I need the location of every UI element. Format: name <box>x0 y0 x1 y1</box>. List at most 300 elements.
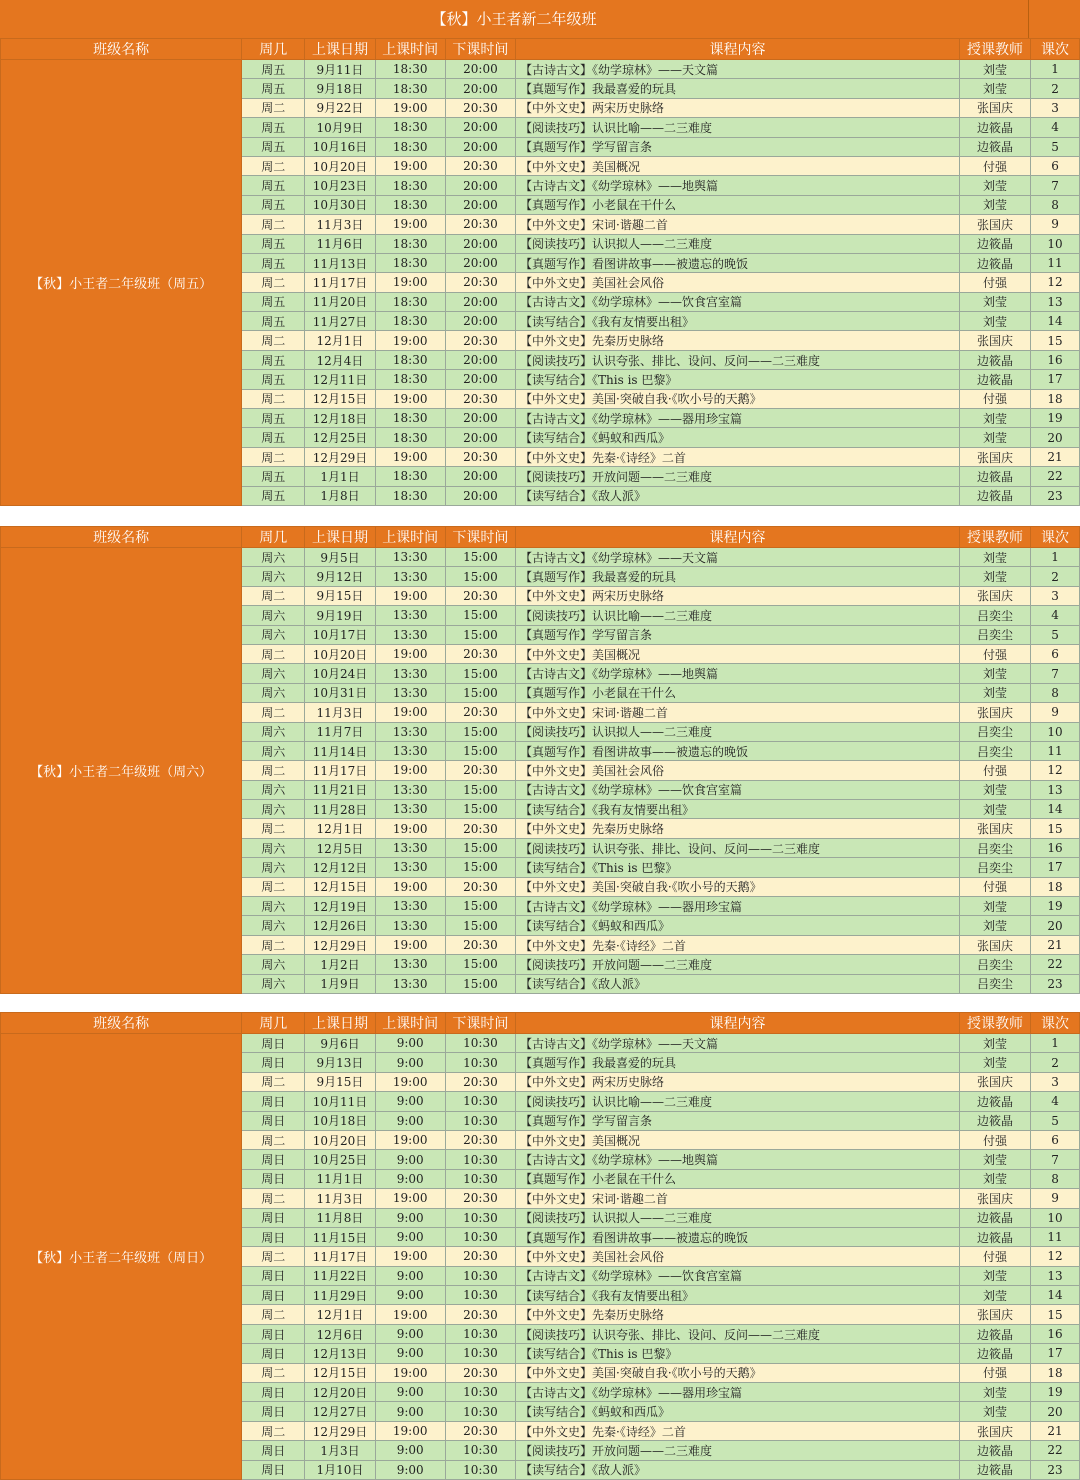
weekday-cell: 周二 <box>242 156 305 175</box>
date-cell: 10月16日 <box>305 137 375 156</box>
weekday-cell: 周五 <box>242 486 305 505</box>
date-cell: 10月20日 <box>305 1130 375 1149</box>
lesson-number-cell: 14 <box>1031 312 1080 331</box>
end-time-cell: 10:30 <box>445 1053 515 1072</box>
course-content-cell: 【古诗古文】《幼学琼林》——器用珍宝篇 <box>516 897 960 916</box>
date-cell: 12月1日 <box>305 819 375 838</box>
start-time-cell: 9:00 <box>375 1169 445 1188</box>
course-content-cell: 【阅读技巧】认识夸张、排比、设问、反问——二三难度 <box>516 350 960 369</box>
lesson-number-cell: 22 <box>1031 467 1080 486</box>
weekday-cell: 周六 <box>242 683 305 702</box>
start-time-cell: 18:30 <box>375 467 445 486</box>
header-start-time: 上课时间 <box>375 1013 445 1034</box>
end-time-cell: 20:30 <box>445 586 515 605</box>
lesson-number-cell: 10 <box>1031 1208 1080 1227</box>
start-time-cell: 9:00 <box>375 1092 445 1111</box>
end-time-cell: 10:30 <box>445 1111 515 1130</box>
start-time-cell: 13:30 <box>375 858 445 877</box>
start-time-cell: 18:30 <box>375 409 445 428</box>
end-time-cell: 20:00 <box>445 195 515 214</box>
teacher-cell: 刘莹 <box>959 1053 1030 1072</box>
teacher-cell: 边筱晶 <box>959 1441 1030 1460</box>
end-time-cell: 10:30 <box>445 1034 515 1053</box>
date-cell: 12月29日 <box>305 447 375 466</box>
end-time-cell: 20:30 <box>445 1189 515 1208</box>
teacher-cell: 张国庆 <box>959 331 1030 350</box>
teacher-cell: 吕奕尘 <box>959 858 1030 877</box>
teacher-cell: 刘莹 <box>959 683 1030 702</box>
lesson-number-cell: 8 <box>1031 683 1080 702</box>
date-cell: 11月21日 <box>305 780 375 799</box>
table-header-row <box>1 39 1080 60</box>
date-cell: 10月9日 <box>305 118 375 137</box>
lesson-number-cell: 16 <box>1031 1324 1080 1343</box>
weekday-cell: 周二 <box>242 273 305 292</box>
weekday-cell: 周二 <box>242 935 305 954</box>
date-cell: 11月1日 <box>305 1169 375 1188</box>
teacher-cell: 付强 <box>959 644 1030 663</box>
weekday-cell: 周二 <box>242 703 305 722</box>
date-cell: 1月9日 <box>305 974 375 993</box>
end-time-cell: 20:30 <box>445 761 515 780</box>
end-time-cell: 10:30 <box>445 1208 515 1227</box>
date-cell: 10月31日 <box>305 683 375 702</box>
end-time-cell: 20:30 <box>445 877 515 896</box>
date-cell: 12月1日 <box>305 1305 375 1324</box>
start-time-cell: 13:30 <box>375 567 445 586</box>
start-time-cell: 19:00 <box>375 156 445 175</box>
course-content-cell: 【读写结合】《蚂蚁和西瓜》 <box>516 428 960 447</box>
teacher-cell: 付强 <box>959 273 1030 292</box>
schedule-table <box>0 526 1080 994</box>
end-time-cell: 20:30 <box>445 1247 515 1266</box>
teacher-cell: 付强 <box>959 389 1030 408</box>
lesson-number-cell: 4 <box>1031 1092 1080 1111</box>
course-content-cell: 【阅读技巧】认识比喻——二三难度 <box>516 1092 960 1111</box>
course-content-cell: 【古诗古文】《幼学琼林》——天文篇 <box>516 60 960 79</box>
start-time-cell: 18:30 <box>375 370 445 389</box>
teacher-cell: 刘莹 <box>959 664 1030 683</box>
teacher-cell: 刘莹 <box>959 312 1030 331</box>
end-time-cell: 10:30 <box>445 1383 515 1402</box>
weekday-cell: 周六 <box>242 722 305 741</box>
lesson-number-cell: 16 <box>1031 350 1080 369</box>
teacher-cell: 刘莹 <box>959 1286 1030 1305</box>
end-time-cell: 10:30 <box>445 1227 515 1246</box>
start-time-cell: 13:30 <box>375 897 445 916</box>
lesson-number-cell: 20 <box>1031 1402 1080 1421</box>
end-time-cell: 15:00 <box>445 548 515 567</box>
date-cell: 10月30日 <box>305 195 375 214</box>
teacher-cell: 张国庆 <box>959 703 1030 722</box>
start-time-cell: 9:00 <box>375 1460 445 1479</box>
start-time-cell: 19:00 <box>375 447 445 466</box>
start-time-cell: 9:00 <box>375 1383 445 1402</box>
date-cell: 9月11日 <box>305 60 375 79</box>
teacher-cell: 边筱晶 <box>959 350 1030 369</box>
end-time-cell: 20:00 <box>445 234 515 253</box>
header-end-time: 下课时间 <box>445 527 515 548</box>
date-cell: 12月20日 <box>305 1383 375 1402</box>
course-content-cell: 【古诗古文】《幼学琼林》——地舆篇 <box>516 1150 960 1169</box>
course-content-cell: 【中外文史】先秦历史脉络 <box>516 331 960 350</box>
header-course-content: 课程内容 <box>516 1013 960 1034</box>
start-time-cell: 18:30 <box>375 176 445 195</box>
course-content-cell: 【读写结合】《我有友情要出租》 <box>516 1286 960 1305</box>
course-content-cell: 【真题写作】看图讲故事——被遗忘的晚饭 <box>516 741 960 760</box>
start-time-cell: 19:00 <box>375 703 445 722</box>
lesson-number-cell: 8 <box>1031 195 1080 214</box>
weekday-cell: 周六 <box>242 916 305 935</box>
end-time-cell: 10:30 <box>445 1150 515 1169</box>
weekday-cell: 周六 <box>242 567 305 586</box>
weekday-cell: 周五 <box>242 118 305 137</box>
start-time-cell: 9:00 <box>375 1111 445 1130</box>
course-content-cell: 【阅读技巧】认识拟人——二三难度 <box>516 722 960 741</box>
course-content-cell: 【读写结合】《我有友情要出租》 <box>516 312 960 331</box>
weekday-cell: 周五 <box>242 350 305 369</box>
teacher-cell: 边筱晶 <box>959 234 1030 253</box>
lesson-number-cell: 13 <box>1031 780 1080 799</box>
course-content-cell: 【中外文史】美国概况 <box>516 156 960 175</box>
end-time-cell: 15:00 <box>445 741 515 760</box>
date-cell: 11月3日 <box>305 215 375 234</box>
end-time-cell: 15:00 <box>445 606 515 625</box>
weekday-cell: 周二 <box>242 877 305 896</box>
start-time-cell: 18:30 <box>375 79 445 98</box>
start-time-cell: 19:00 <box>375 877 445 896</box>
lesson-number-cell: 1 <box>1031 60 1080 79</box>
course-content-cell: 【古诗古文】《幼学琼林》——地舆篇 <box>516 664 960 683</box>
date-cell: 1月8日 <box>305 486 375 505</box>
weekday-cell: 周二 <box>242 1305 305 1324</box>
end-time-cell: 20:30 <box>445 156 515 175</box>
weekday-cell: 周日 <box>242 1344 305 1363</box>
start-time-cell: 13:30 <box>375 955 445 974</box>
lesson-number-cell: 3 <box>1031 98 1080 117</box>
weekday-cell: 周日 <box>242 1227 305 1246</box>
teacher-cell: 刘莹 <box>959 409 1030 428</box>
start-time-cell: 9:00 <box>375 1227 445 1246</box>
date-cell: 12月19日 <box>305 897 375 916</box>
end-time-cell: 10:30 <box>445 1460 515 1479</box>
date-cell: 11月22日 <box>305 1266 375 1285</box>
course-content-cell: 【真题写作】我最喜爱的玩具 <box>516 567 960 586</box>
start-time-cell: 9:00 <box>375 1208 445 1227</box>
lesson-number-cell: 1 <box>1031 1034 1080 1053</box>
class-name-cell: 【秋】小王者二年级班（周日） <box>1 1034 242 1480</box>
date-cell: 9月15日 <box>305 1072 375 1091</box>
course-content-cell: 【阅读技巧】认识比喻——二三难度 <box>516 118 960 137</box>
course-content-cell: 【古诗古文】《幼学琼林》——天文篇 <box>516 1034 960 1053</box>
lesson-number-cell: 21 <box>1031 447 1080 466</box>
lesson-number-cell: 8 <box>1031 1169 1080 1188</box>
teacher-cell: 张国庆 <box>959 935 1030 954</box>
date-cell: 1月3日 <box>305 1441 375 1460</box>
teacher-cell: 刘莹 <box>959 428 1030 447</box>
end-time-cell: 20:30 <box>445 1363 515 1382</box>
end-time-cell: 15:00 <box>445 974 515 993</box>
start-time-cell: 9:00 <box>375 1324 445 1343</box>
lesson-number-cell: 11 <box>1031 741 1080 760</box>
start-time-cell: 19:00 <box>375 389 445 408</box>
date-cell: 11月17日 <box>305 761 375 780</box>
end-time-cell: 10:30 <box>445 1169 515 1188</box>
schedule-title-bar <box>0 0 1080 38</box>
teacher-cell: 刘莹 <box>959 195 1030 214</box>
date-cell: 9月12日 <box>305 567 375 586</box>
lesson-number-cell: 15 <box>1031 1305 1080 1324</box>
start-time-cell: 19:00 <box>375 1421 445 1440</box>
start-time-cell: 9:00 <box>375 1034 445 1053</box>
end-time-cell: 15:00 <box>445 683 515 702</box>
date-cell: 10月18日 <box>305 1111 375 1130</box>
header-lesson-number: 课次 <box>1031 39 1080 60</box>
date-cell: 12月26日 <box>305 916 375 935</box>
start-time-cell: 18:30 <box>375 428 445 447</box>
end-time-cell: 20:00 <box>445 292 515 311</box>
teacher-cell: 张国庆 <box>959 1305 1030 1324</box>
teacher-cell: 付强 <box>959 156 1030 175</box>
teacher-cell: 吕奕尘 <box>959 974 1030 993</box>
date-cell: 10月25日 <box>305 1150 375 1169</box>
lesson-number-cell: 12 <box>1031 1247 1080 1266</box>
course-content-cell: 【真题写作】学写留言条 <box>516 1111 960 1130</box>
date-cell: 12月29日 <box>305 1421 375 1440</box>
lesson-number-cell: 6 <box>1031 1130 1080 1149</box>
lesson-number-cell: 11 <box>1031 253 1080 272</box>
teacher-cell: 张国庆 <box>959 447 1030 466</box>
end-time-cell: 20:30 <box>445 1305 515 1324</box>
teacher-cell: 边筱晶 <box>959 486 1030 505</box>
start-time-cell: 19:00 <box>375 331 445 350</box>
header-course-content: 课程内容 <box>516 527 960 548</box>
date-cell: 11月27日 <box>305 312 375 331</box>
start-time-cell: 18:30 <box>375 118 445 137</box>
teacher-cell: 边筱晶 <box>959 1227 1030 1246</box>
course-content-cell: 【中外文史】美国概况 <box>516 1130 960 1149</box>
weekday-cell: 周五 <box>242 176 305 195</box>
course-content-cell: 【中外文史】美国社会风俗 <box>516 273 960 292</box>
end-time-cell: 10:30 <box>445 1441 515 1460</box>
weekday-cell: 周日 <box>242 1402 305 1421</box>
start-time-cell: 9:00 <box>375 1266 445 1285</box>
date-cell: 9月15日 <box>305 586 375 605</box>
weekday-cell: 周五 <box>242 195 305 214</box>
title-corner-cell <box>1028 0 1080 38</box>
end-time-cell: 20:30 <box>445 703 515 722</box>
weekday-cell: 周二 <box>242 1130 305 1149</box>
end-time-cell: 20:30 <box>445 1130 515 1149</box>
weekday-cell: 周六 <box>242 741 305 760</box>
start-time-cell: 19:00 <box>375 586 445 605</box>
course-content-cell: 【中外文史】美国·突破自我·《吹小号的天鹅》 <box>516 389 960 408</box>
lesson-number-cell: 18 <box>1031 1363 1080 1382</box>
date-cell: 11月3日 <box>305 1189 375 1208</box>
lesson-number-cell: 9 <box>1031 215 1080 234</box>
start-time-cell: 18:30 <box>375 312 445 331</box>
course-content-cell: 【中外文史】先秦历史脉络 <box>516 819 960 838</box>
lesson-number-cell: 2 <box>1031 1053 1080 1072</box>
weekday-cell: 周六 <box>242 897 305 916</box>
start-time-cell: 9:00 <box>375 1402 445 1421</box>
date-cell: 11月29日 <box>305 1286 375 1305</box>
start-time-cell: 9:00 <box>375 1286 445 1305</box>
weekday-cell: 周二 <box>242 389 305 408</box>
teacher-cell: 刘莹 <box>959 1266 1030 1285</box>
end-time-cell: 15:00 <box>445 897 515 916</box>
start-time-cell: 13:30 <box>375 683 445 702</box>
teacher-cell: 付强 <box>959 1363 1030 1382</box>
weekday-cell: 周日 <box>242 1286 305 1305</box>
weekday-cell: 周二 <box>242 761 305 780</box>
weekday-cell: 周日 <box>242 1208 305 1227</box>
weekday-cell: 周日 <box>242 1324 305 1343</box>
end-time-cell: 20:30 <box>445 819 515 838</box>
course-content-cell: 【读写结合】《蚂蚁和西瓜》 <box>516 1402 960 1421</box>
teacher-cell: 吕奕尘 <box>959 606 1030 625</box>
end-time-cell: 20:30 <box>445 1421 515 1440</box>
schedule-table <box>0 38 1080 506</box>
course-content-cell: 【中外文史】宋词·谐趣二首 <box>516 703 960 722</box>
teacher-cell: 刘莹 <box>959 897 1030 916</box>
schedule-table-saturday-section <box>0 526 1080 994</box>
weekday-cell: 周五 <box>242 60 305 79</box>
weekday-cell: 周日 <box>242 1150 305 1169</box>
course-content-cell: 【阅读技巧】认识拟人——二三难度 <box>516 1208 960 1227</box>
teacher-cell: 张国庆 <box>959 586 1030 605</box>
start-time-cell: 18:30 <box>375 253 445 272</box>
end-time-cell: 20:00 <box>445 467 515 486</box>
lesson-number-cell: 13 <box>1031 292 1080 311</box>
start-time-cell: 18:30 <box>375 350 445 369</box>
course-content-cell: 【古诗古文】《幼学琼林》——天文篇 <box>516 548 960 567</box>
weekday-cell: 周六 <box>242 858 305 877</box>
course-content-cell: 【读写结合】《敌人派》 <box>516 486 960 505</box>
start-time-cell: 19:00 <box>375 1305 445 1324</box>
course-content-cell: 【古诗古文】《幼学琼林》——地舆篇 <box>516 176 960 195</box>
course-content-cell: 【真题写作】学写留言条 <box>516 137 960 156</box>
weekday-cell: 周六 <box>242 548 305 567</box>
teacher-cell: 刘莹 <box>959 1034 1030 1053</box>
course-content-cell: 【阅读技巧】认识比喻——二三难度 <box>516 606 960 625</box>
lesson-number-cell: 16 <box>1031 838 1080 857</box>
course-content-cell: 【古诗古文】《幼学琼林》——器用珍宝篇 <box>516 409 960 428</box>
table-header-row <box>1 527 1080 548</box>
teacher-cell: 刘莹 <box>959 79 1030 98</box>
teacher-cell: 刘莹 <box>959 292 1030 311</box>
weekday-cell: 周六 <box>242 838 305 857</box>
start-time-cell: 13:30 <box>375 625 445 644</box>
header-start-time: 上课时间 <box>375 39 445 60</box>
lesson-number-cell: 10 <box>1031 722 1080 741</box>
weekday-cell: 周五 <box>242 370 305 389</box>
teacher-cell: 边筱晶 <box>959 1111 1030 1130</box>
lesson-number-cell: 23 <box>1031 486 1080 505</box>
course-content-cell: 【读写结合】《敌人派》 <box>516 974 960 993</box>
start-time-cell: 13:30 <box>375 916 445 935</box>
teacher-cell: 吕奕尘 <box>959 625 1030 644</box>
lesson-number-cell: 17 <box>1031 370 1080 389</box>
course-content-cell: 【真题写作】小老鼠在干什么 <box>516 195 960 214</box>
weekday-cell: 周五 <box>242 409 305 428</box>
lesson-number-cell: 22 <box>1031 1441 1080 1460</box>
course-content-cell: 【真题写作】我最喜爱的玩具 <box>516 1053 960 1072</box>
teacher-cell: 付强 <box>959 761 1030 780</box>
end-time-cell: 20:00 <box>445 409 515 428</box>
weekday-cell: 周二 <box>242 644 305 663</box>
lesson-number-cell: 19 <box>1031 897 1080 916</box>
lesson-number-cell: 11 <box>1031 1227 1080 1246</box>
teacher-cell: 张国庆 <box>959 1189 1030 1208</box>
date-cell: 10月24日 <box>305 664 375 683</box>
date-cell: 9月5日 <box>305 548 375 567</box>
header-class-name: 班级名称 <box>1 527 242 548</box>
course-content-cell: 【中外文史】两宋历史脉络 <box>516 586 960 605</box>
course-content-cell: 【中外文史】两宋历史脉络 <box>516 98 960 117</box>
date-cell: 10月20日 <box>305 644 375 663</box>
teacher-cell: 付强 <box>959 1247 1030 1266</box>
course-content-cell: 【真题写作】我最喜爱的玩具 <box>516 79 960 98</box>
teacher-cell: 刘莹 <box>959 567 1030 586</box>
lesson-number-cell: 14 <box>1031 1286 1080 1305</box>
course-content-cell: 【真题写作】小老鼠在干什么 <box>516 683 960 702</box>
weekday-cell: 周二 <box>242 819 305 838</box>
weekday-cell: 周二 <box>242 215 305 234</box>
end-time-cell: 10:30 <box>445 1324 515 1343</box>
start-time-cell: 19:00 <box>375 819 445 838</box>
course-content-cell: 【中外文史】美国·突破自我·《吹小号的天鹅》 <box>516 1363 960 1382</box>
teacher-cell: 边筱晶 <box>959 1208 1030 1227</box>
date-cell: 11月7日 <box>305 722 375 741</box>
date-cell: 10月17日 <box>305 625 375 644</box>
date-cell: 12月5日 <box>305 838 375 857</box>
weekday-cell: 周二 <box>242 1247 305 1266</box>
lesson-number-cell: 7 <box>1031 1150 1080 1169</box>
end-time-cell: 15:00 <box>445 858 515 877</box>
start-time-cell: 13:30 <box>375 780 445 799</box>
teacher-cell: 刘莹 <box>959 1150 1030 1169</box>
lesson-number-cell: 21 <box>1031 935 1080 954</box>
end-time-cell: 20:00 <box>445 428 515 447</box>
date-cell: 11月28日 <box>305 800 375 819</box>
lesson-number-cell: 4 <box>1031 118 1080 137</box>
end-time-cell: 20:30 <box>445 98 515 117</box>
course-content-cell: 【阅读技巧】开放问题——二三难度 <box>516 467 960 486</box>
weekday-cell: 周日 <box>242 1266 305 1285</box>
weekday-cell: 周五 <box>242 234 305 253</box>
weekday-cell: 周五 <box>242 137 305 156</box>
date-cell: 10月20日 <box>305 156 375 175</box>
schedule-table-sunday-section <box>0 1012 1080 1480</box>
lesson-number-cell: 23 <box>1031 1460 1080 1479</box>
start-time-cell: 9:00 <box>375 1441 445 1460</box>
weekday-cell: 周六 <box>242 625 305 644</box>
start-time-cell: 13:30 <box>375 838 445 857</box>
weekday-cell: 周六 <box>242 780 305 799</box>
course-content-cell: 【中外文史】先秦·《诗经》二首 <box>516 1421 960 1440</box>
date-cell: 12月18日 <box>305 409 375 428</box>
table-row <box>1 548 1080 567</box>
lesson-number-cell: 15 <box>1031 331 1080 350</box>
header-course-content: 课程内容 <box>516 39 960 60</box>
weekday-cell: 周日 <box>242 1034 305 1053</box>
lesson-number-cell: 15 <box>1031 819 1080 838</box>
lesson-number-cell: 17 <box>1031 858 1080 877</box>
start-time-cell: 13:30 <box>375 664 445 683</box>
end-time-cell: 15:00 <box>445 625 515 644</box>
lesson-number-cell: 12 <box>1031 273 1080 292</box>
